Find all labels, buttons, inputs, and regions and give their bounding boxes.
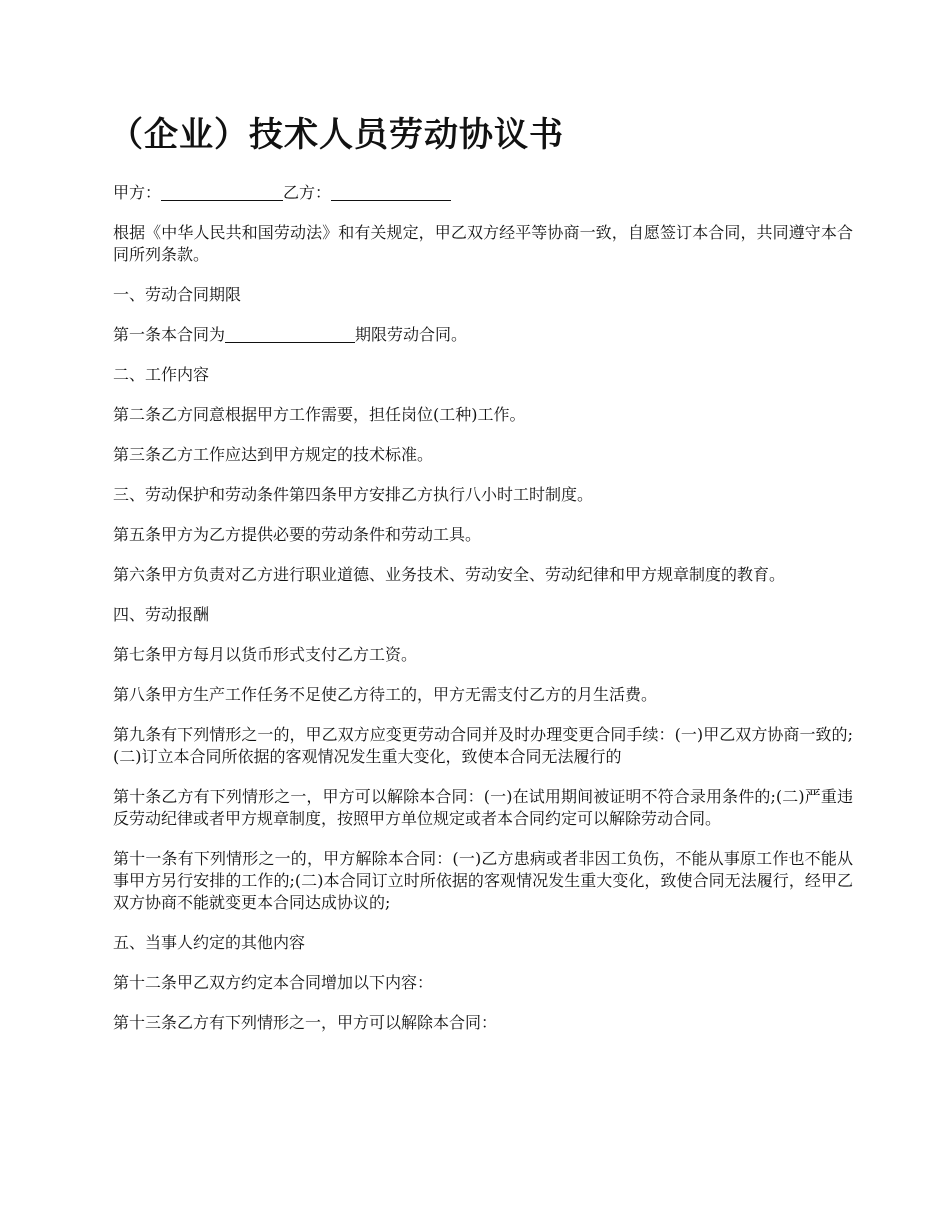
article-11: 第十一条有下列情形之一的，甲方解除本合同：(一)乙方患病或者非因工负伤，不能从事原工作也不能从事甲方另行安排的工作的;(二)本合同订立时所依据的客观情况发生重大变化，致使合同无法履行，经甲乙双方协商不能就变更本合同达成协议的; bbox=[113, 849, 853, 912]
article-8: 第八条甲方生产工作任务不足使乙方待工的，甲方无需支付乙方的月生活费。 bbox=[113, 685, 658, 704]
section-1-heading: 一、劳动合同期限 bbox=[113, 285, 242, 304]
article-1-suffix: 期限劳动合同。 bbox=[355, 325, 468, 344]
party-a-blank bbox=[161, 184, 283, 201]
article-6: 第六条甲方负责对乙方进行职业道德、业务技术、劳动安全、劳动纪律和甲方规章制度的教育。 bbox=[113, 565, 786, 584]
article-9: 第九条有下列情形之一的，甲乙双方应变更劳动合同并及时办理变更合同手续：(一)甲乙双方协商一致的;(二)订立本合同所依据的客观情况发生重大变化，致使本合同无法履行的 bbox=[113, 725, 853, 766]
document-title: （企业）技术人员劳动协议书 bbox=[109, 115, 564, 155]
article-1-prefix: 第一条本合同为 bbox=[113, 325, 226, 344]
article-7: 第七条甲方每月以货币形式支付乙方工资。 bbox=[113, 645, 418, 664]
article-10: 第十条乙方有下列情形之一，甲方可以解除本合同：(一)在试用期间被证明不符合录用条件的;(二)严重违反劳动纪律或者甲方规章制度，按照甲方单位规定或者本合同约定可以解除劳动合同。 bbox=[113, 787, 853, 828]
article-2: 第二条乙方同意根据甲方工作需要，担任岗位(工种)工作。 bbox=[113, 405, 526, 424]
document-page bbox=[109, 110, 853, 1034]
section-5-heading: 五、当事人约定的其他内容 bbox=[113, 933, 306, 952]
section-4-heading: 四、劳动报酬 bbox=[113, 605, 210, 624]
contract-term-blank bbox=[225, 326, 355, 343]
article-5: 第五条甲方为乙方提供必要的劳动条件和劳动工具。 bbox=[113, 525, 482, 544]
parties-line bbox=[113, 182, 853, 204]
party-a-label: 甲方： bbox=[113, 183, 162, 202]
article-12: 第十二条甲乙双方约定本合同增加以下内容： bbox=[113, 973, 434, 992]
party-b-blank bbox=[331, 184, 451, 201]
article-1 bbox=[113, 324, 853, 346]
section-2-heading: 二、工作内容 bbox=[113, 365, 210, 384]
intro-paragraph: 根据《中华人民共和国劳动法》和有关规定，甲乙双方经平等协商一致，自愿签订本合同，共同遵守本合同所列条款。 bbox=[113, 223, 853, 264]
party-b-label: 乙方： bbox=[283, 183, 332, 202]
article-3: 第三条乙方工作应达到甲方规定的技术标准。 bbox=[113, 445, 434, 464]
article-13: 第十三条乙方有下列情形之一，甲方可以解除本合同： bbox=[113, 1013, 498, 1032]
section-3-heading: 三、劳动保护和劳动条件第四条甲方安排乙方执行八小时工时制度。 bbox=[113, 485, 594, 504]
